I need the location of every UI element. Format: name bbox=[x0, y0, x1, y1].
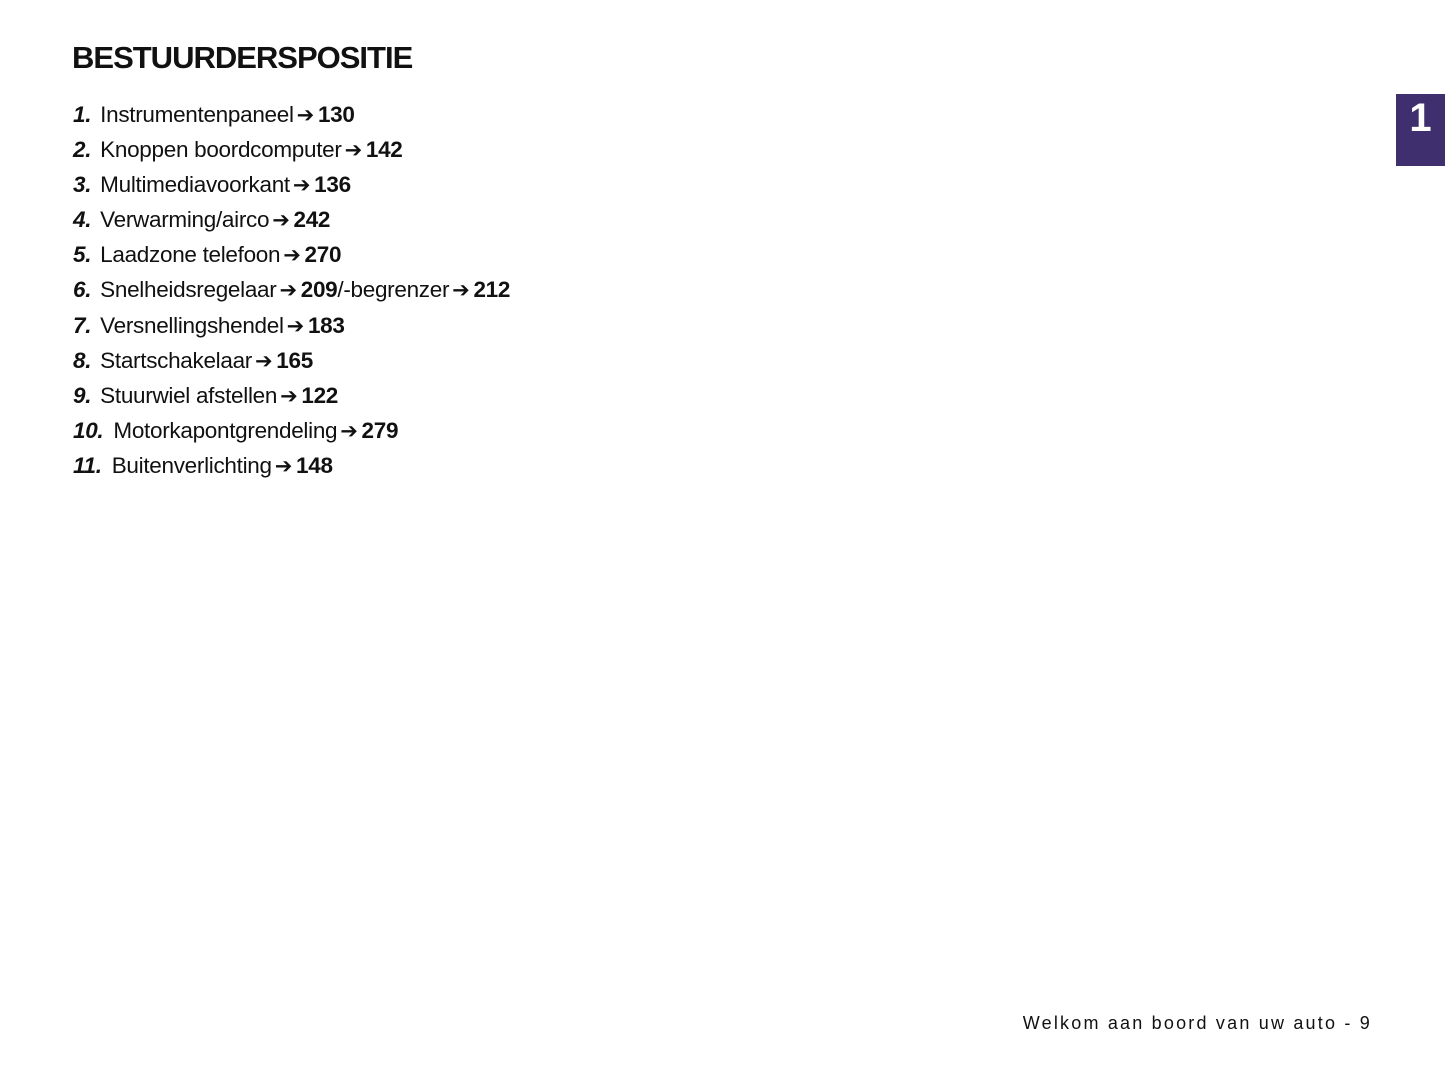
page-reference-link[interactable]: 270 bbox=[304, 242, 342, 268]
list-item bbox=[73, 97, 510, 132]
list-item bbox=[73, 272, 510, 307]
list-item bbox=[73, 132, 510, 167]
item-number: 1. bbox=[73, 102, 92, 127]
item-number: 7. bbox=[73, 312, 92, 338]
item-label: Snelheidsregelaar bbox=[100, 277, 277, 303]
item-number: 5. bbox=[73, 242, 92, 268]
list-item bbox=[73, 378, 510, 413]
page-reference-link[interactable]: 212 bbox=[473, 277, 511, 303]
list-item bbox=[73, 308, 510, 343]
list-item bbox=[73, 202, 510, 237]
arrow-right-icon: ➔ bbox=[292, 174, 311, 198]
arrow-right-icon: ➔ bbox=[296, 104, 314, 127]
item-label: Multimediavoorkant bbox=[100, 172, 290, 198]
item-label: Verwarming/airco bbox=[100, 207, 270, 233]
item-label: Versnellingshendel bbox=[100, 312, 284, 338]
item-label: Laadzone telefoon bbox=[100, 242, 281, 268]
page-footer: Welkom aan boord van uw auto - 9 bbox=[1022, 1013, 1372, 1033]
arrow-right-icon: ➔ bbox=[280, 384, 298, 408]
item-label: Instrumentenpaneel bbox=[100, 102, 294, 127]
item-label: Motorkapontgrendeling bbox=[113, 417, 338, 443]
page-reference-link[interactable]: 279 bbox=[361, 417, 399, 443]
page-reference-link[interactable]: 242 bbox=[293, 207, 331, 233]
item-number: 6. bbox=[73, 277, 92, 303]
arrow-right-icon: ➔ bbox=[344, 139, 362, 163]
page-reference-link[interactable]: 209 bbox=[300, 277, 338, 303]
arrow-right-icon: ➔ bbox=[340, 419, 358, 443]
item-label: Knoppen boordcomputer bbox=[100, 137, 342, 163]
item-number: 10. bbox=[73, 417, 104, 443]
item-number: 2. bbox=[73, 137, 92, 163]
item-label: Buitenverlichting bbox=[111, 452, 272, 478]
arrow-right-icon: ➔ bbox=[272, 209, 290, 233]
page-reference-link[interactable]: 142 bbox=[365, 137, 403, 163]
item-number: 4. bbox=[73, 207, 92, 233]
item-list bbox=[73, 97, 510, 483]
chapter-tab[interactable]: 1 bbox=[1396, 94, 1445, 166]
list-item bbox=[73, 413, 510, 448]
page-reference-link[interactable]: 136 bbox=[314, 172, 351, 198]
list-item bbox=[73, 448, 510, 483]
page-reference-link[interactable]: 148 bbox=[296, 452, 333, 478]
item-number: 8. bbox=[73, 347, 92, 373]
arrow-right-icon: ➔ bbox=[274, 454, 293, 478]
arrow-right-icon: ➔ bbox=[286, 314, 304, 338]
list-item bbox=[73, 237, 510, 272]
arrow-right-icon: ➔ bbox=[283, 244, 301, 268]
page-title: BESTUURDERSPOSITIE bbox=[72, 40, 413, 75]
page-reference-link[interactable]: 165 bbox=[276, 347, 313, 373]
item-number: 3. bbox=[73, 172, 92, 198]
arrow-right-icon: ➔ bbox=[279, 279, 297, 303]
arrow-right-icon: ➔ bbox=[452, 279, 470, 303]
item-number: 11. bbox=[73, 452, 102, 478]
page-reference-link[interactable]: 122 bbox=[301, 382, 339, 408]
page-reference-link[interactable]: 130 bbox=[317, 102, 355, 127]
item-label: Startschakelaar bbox=[100, 347, 252, 373]
item-label-secondary: /-begrenzer bbox=[337, 277, 450, 303]
list-item bbox=[73, 167, 510, 202]
page-reference-link[interactable]: 183 bbox=[307, 312, 345, 338]
item-number: 9. bbox=[73, 382, 92, 408]
list-item bbox=[73, 343, 510, 378]
arrow-right-icon: ➔ bbox=[255, 349, 273, 373]
item-label: Stuurwiel afstellen bbox=[100, 382, 278, 408]
